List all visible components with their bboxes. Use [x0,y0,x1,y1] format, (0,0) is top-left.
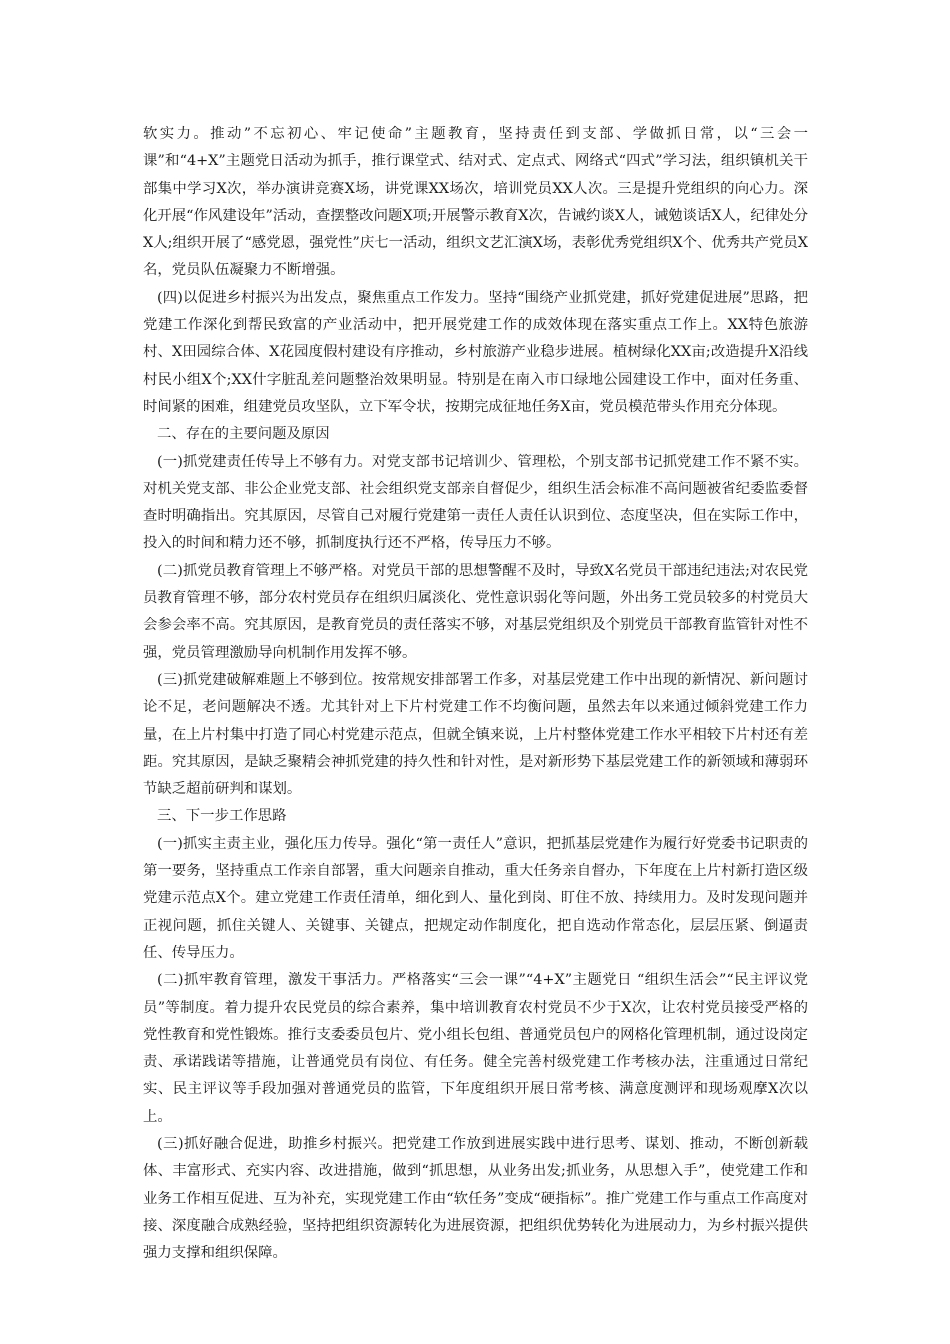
paragraph-problem-2: (二)抓党员教育管理上不够严格。对党员干部的思想警醒不及时，导致X名党员干部违纪违法;对农民党员教育管理不够，部分农村党员存在组织归属淡化、党性意识弱化等问题，外出务工党员较多的村党员大会参会率不高。究其原因，是教育党员的责任落实不够，对基层党组织及个别党员干部教育监管针对性不强，党员管理激励导向机制作用发挥不够。 [143,562,808,661]
section-heading-problems: 二、存在的主要问题及原因 [157,426,330,443]
paragraph-problem-3: (三)抓党建破解难题上不够到位。按常规安排部署工作多，对基层党建工作中出现的新情况、新问题讨论不足，老问题解决不透。尤其针对上下片村党建工作不均衡问题，虽然去年以来通过倾斜党建工作力量，在上片村集中打造了同心村党建示范点，但就全镇来说，上片村整体党建工作水平相较下片村还有差距。究其原因，是缺乏聚精会神抓党建的持久性和针对性，是对新形势下基层党建工作的新领域和薄弱环节缺乏超前研判和谋划。 [143,671,808,798]
paragraph-section-4: (四)以促进乡村振兴为出发点，聚焦重点工作发力。坚持“围绕产业抓党建，抓好党建促进展”思路，把党建工作深化到帮民致富的产业活动中，把开展党建工作的成效体现在落实重点工作上。XX特色旅游村、X田园综合体、X花园度假村建设有序推动，乡村旅游产业稳步进展。植树绿化XX亩;改造提升X沿线村民小组X个;XX什字脏乱差问题整治效果明显。特别是在南入市口绿地公园建设工作中，面对任务重、时间紧的困难，组建党员攻坚队，立下军令状，按期完成征地任务X亩，党员模范带头作用充分体现。 [143,289,808,415]
document-page [143,121,808,1267]
section-heading-next-steps: 三、下一步工作思路 [157,808,287,825]
paragraph-plan-1: (一)抓实主责主业，强化压力传导。强化“第一责任人”意识，把抓基层党建作为履行好党委书记职责的第一要务，坚持重点工作亲自部署，重大问题亲自推动，重大任务亲自督办，下年度在上片村新打造区级党建示范点X个。建立党建工作责任清单，细化到人、量化到岗、盯住不放、持续用力。及时发现问题并正视问题，抓住关键人、关键事、关键点，把规定动作制度化，把自选动作常态化，层层压紧、倒逼责任、传导压力。 [143,835,808,961]
paragraph-plan-2: (二)抓牢教育管理，激发干事活力。严格落实“三会一课”“4+X”主题党日 “组织生活会”“民主评议党员”等制度。着力提升农民党员的综合素养，集中培训教育农村党员不少于X次，让农村党员接受严格的党性教育和党性锻炼。推行支委委员包片、党小组长包组、普通党员包户的网格化管理机制，通过设岗定责、承诺践诺等措施，让普通党员有岗位、有任务。健全完善村级党建工作考核办法，注重通过日常纪实、民主评议等手段加强对普通党员的监管，下年度组织开展日常考核、满意度测评和现场观摩X次以上。 [143,972,808,1125]
paragraph-plan-3: (三)抓好融合促进，助推乡村振兴。把党建工作放到进展实践中进行思考、谋划、推动，不断创新载体、丰富形式、充实内容、改进措施，做到“抓思想，从业务出发;抓业务，从思想入手”，使党建工作和业务工作相互促进、互为补充，实现党建工作由“软任务”变成“硬指标”。推广党建工作与重点工作高度对接、深度融合成熟经验，坚持把组织资源转化为进展资源，把组织优势转化为进展动力，为乡村振兴提供强力支撑和组织保障。 [143,1135,808,1262]
paragraph-problem-1: (一)抓党建责任传导上不够有力。对党支部书记培训少、管理松，个别支部书记抓党建工作不紧不实。对机关党支部、非公企业党支部、社会组织党支部亲自督促少，组织生活会标准不高问题被省纪委监委督查时明确指出。究其原因，尽管自己对履行党建第一责任人责任认识到位、态度坚决，但在实际工作中，投入的时间和精力还不够，抓制度执行还不严格，传导压力不够。 [143,453,808,552]
paragraph-continuation: 软实力。推动”不忘初心、牢记使命”主题教育，坚持责任到支部、学做抓日常，以“三会一课”和“4+X”主题党日活动为抓手，推行课堂式、结对式、定点式、网络式“四式”学习法，组织镇机关干部集中学习X次，举办演讲竞赛X场，讲党课XX场次，培训党员XX人次。三是提升党组织的向心力。深化开展“作风建设年”活动，查摆整改问题X项;开展警示教育X次，告诫约谈X人，诫勉谈话X人，纪律处分X人;组织开展了“感党恩，强党性”庆七一活动，组织文艺汇演X场，表彰优秀党组织X个、优秀共产党员X名，党员队伍凝聚力不断增强。 [143,126,808,279]
